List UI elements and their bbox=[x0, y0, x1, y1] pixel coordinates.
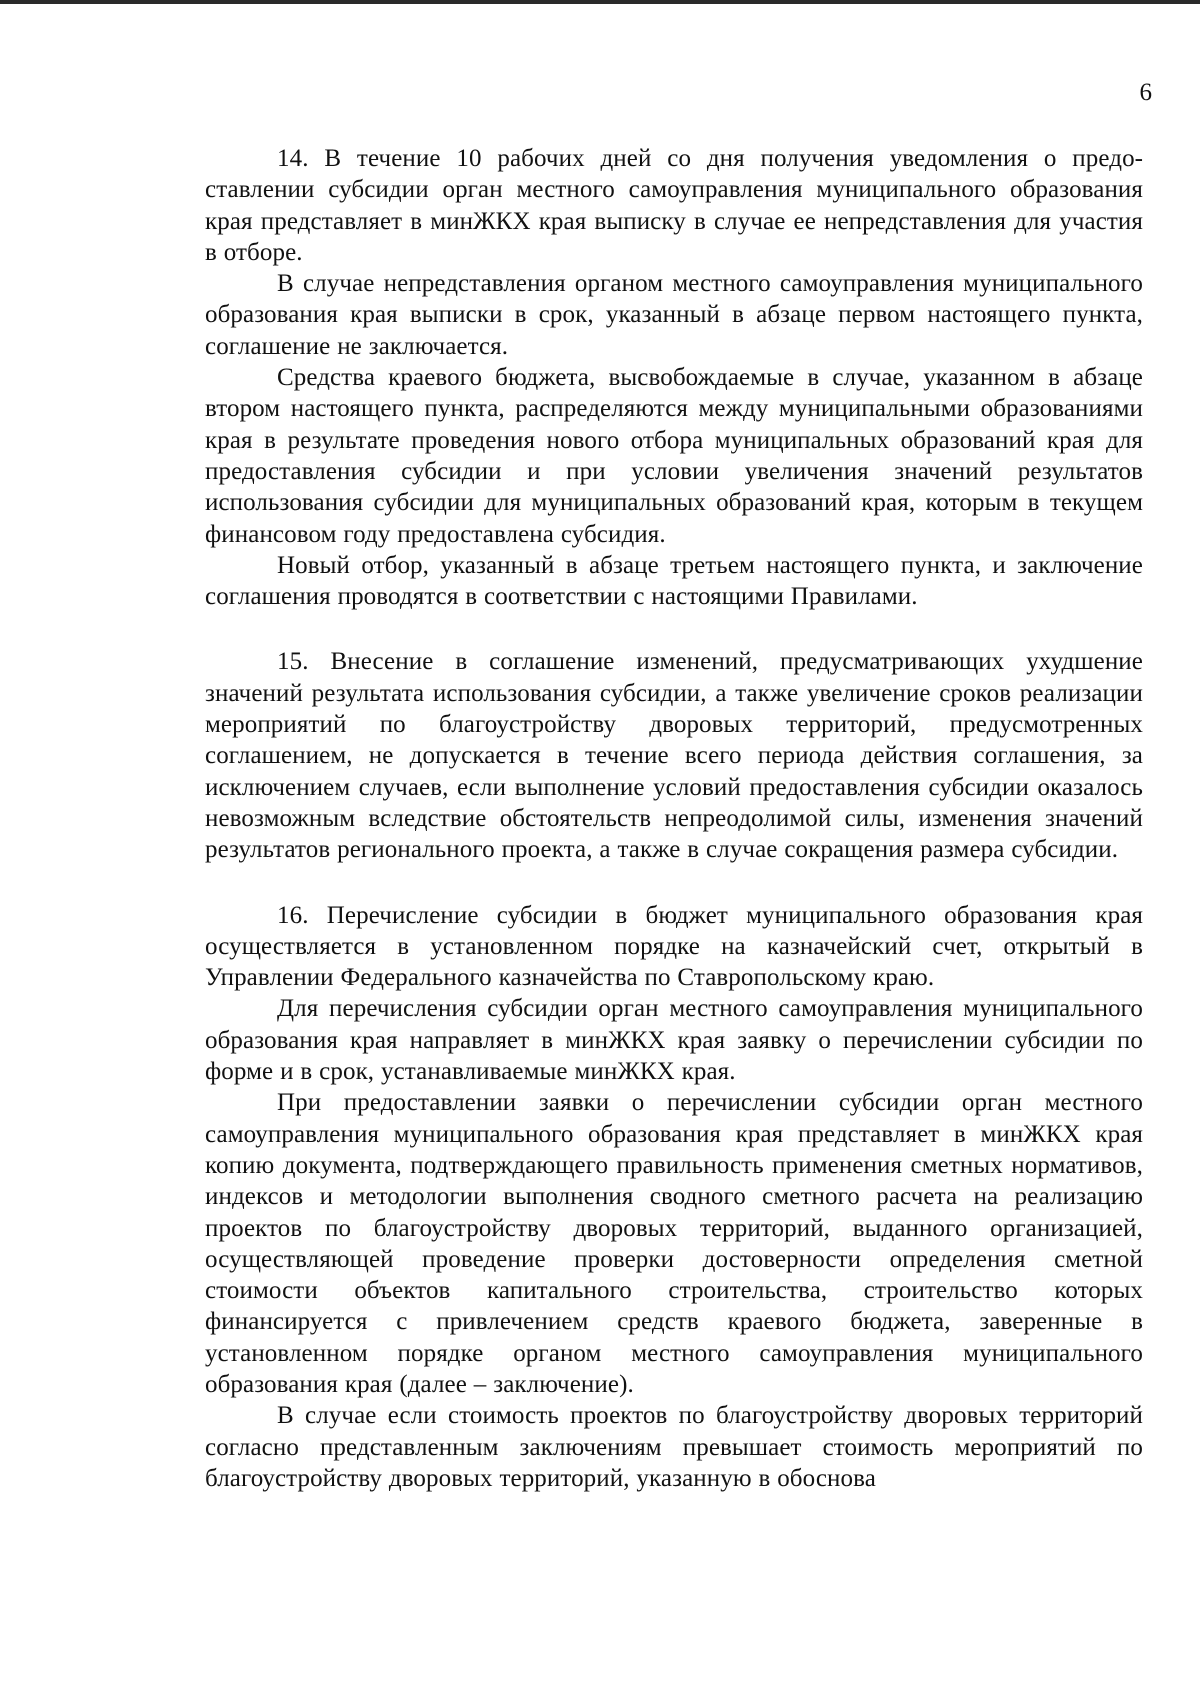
paragraph: 16. Перечисление субсидии в бюджет муниципального образования края осуществляется в установленном порядке на казначейский счет, открытый в Управлении Федерального казначейства по Ставропольскому краю. bbox=[205, 901, 1143, 992]
paragraph: Для перечисления субсидии орган местного самоуправления муниципального образования края направляет в минЖКХ края заявку о перечислении субсидии по форме и в срок, устанавливаемые минЖКХ края. bbox=[205, 995, 1143, 1086]
document-body bbox=[205, 143, 1143, 1494]
section-spacer bbox=[205, 612, 1143, 646]
section-15 bbox=[205, 646, 1143, 865]
section-16 bbox=[205, 900, 1143, 1495]
page-number: 6 bbox=[1139, 79, 1152, 106]
section-spacer bbox=[205, 866, 1143, 900]
paragraph: Средства краевого бюджета, высвобождаемые в случае, указанном в абзаце втором настоящего пункта, распределяются между муниципальными образованиями края в результате проведения нового отбора муниципальных образований края для предоставления субсидии и при условии увеличения значений результатов использования субсидии для муниципальных образований края, которым в текущем финансовом году предоставлена субсидия. bbox=[205, 364, 1143, 548]
section-14 bbox=[205, 143, 1143, 612]
paragraph: В случае непредставления органом местного самоуправления муниципального образования края выписки в срок, указанный в абзаце первом настоящего пункта, соглашение не заключается. bbox=[205, 270, 1143, 360]
paragraph: В случае если стоимость проектов по благоустройству дворовых территорий согласно представленным заключениям превышает стоимость мероприятий по благоустройству дворовых территорий, указанную в обоснова bbox=[205, 1402, 1143, 1492]
paragraph: При предоставлении заявки о перечислении субсидии орган местного самоуправления муниципального образования края представляет в минЖКХ края копию документа, подтверждающего правильность применения сметных нормативов, индексов и методологии выполнения сводного сметного расчета на реализацию проектов по благоустройству дворовых территорий, выданного организацией, осуществляющей проведение проверки достоверности определения сметной стоимости объектов капитального строительства, строительство которых финансируется с привлечением средств краевого бюджета, заверенные в установленном порядке органом местного самоуправления муниципального образования края (далее – заключение). bbox=[205, 1089, 1143, 1398]
paragraph: 15. Внесение в соглашение изменений, предусматривающих ухудшение значений результата использования субсидии, а также увеличение сроков реализации мероприятий по благоустройству дворовых территорий, предусмотренных соглашением, не допускается в течение всего периода действия соглашения, за исключением случаев, если выполнение условий предоставления субсидии оказалось невозможным вследствие обстоятельств непреодолимой силы, изменения значений результатов регионального проекта, а также в случае сокращения размера субсидии. bbox=[205, 648, 1143, 864]
page-top-edge bbox=[0, 0, 1200, 4]
paragraph: 14. В течение 10 рабочих дней со дня получения уведомления о предоставлении субсидии орган местного самоуправления муниципального образования края представляет в минЖКХ края выписку в случае ее непредставления для участия в отборе. bbox=[205, 145, 1143, 266]
paragraph: Новый отбор, указанный в абзаце третьем настоящего пункта, и заключение соглашения проводятся в соответствии с настоящими Правилами. bbox=[205, 551, 1143, 611]
